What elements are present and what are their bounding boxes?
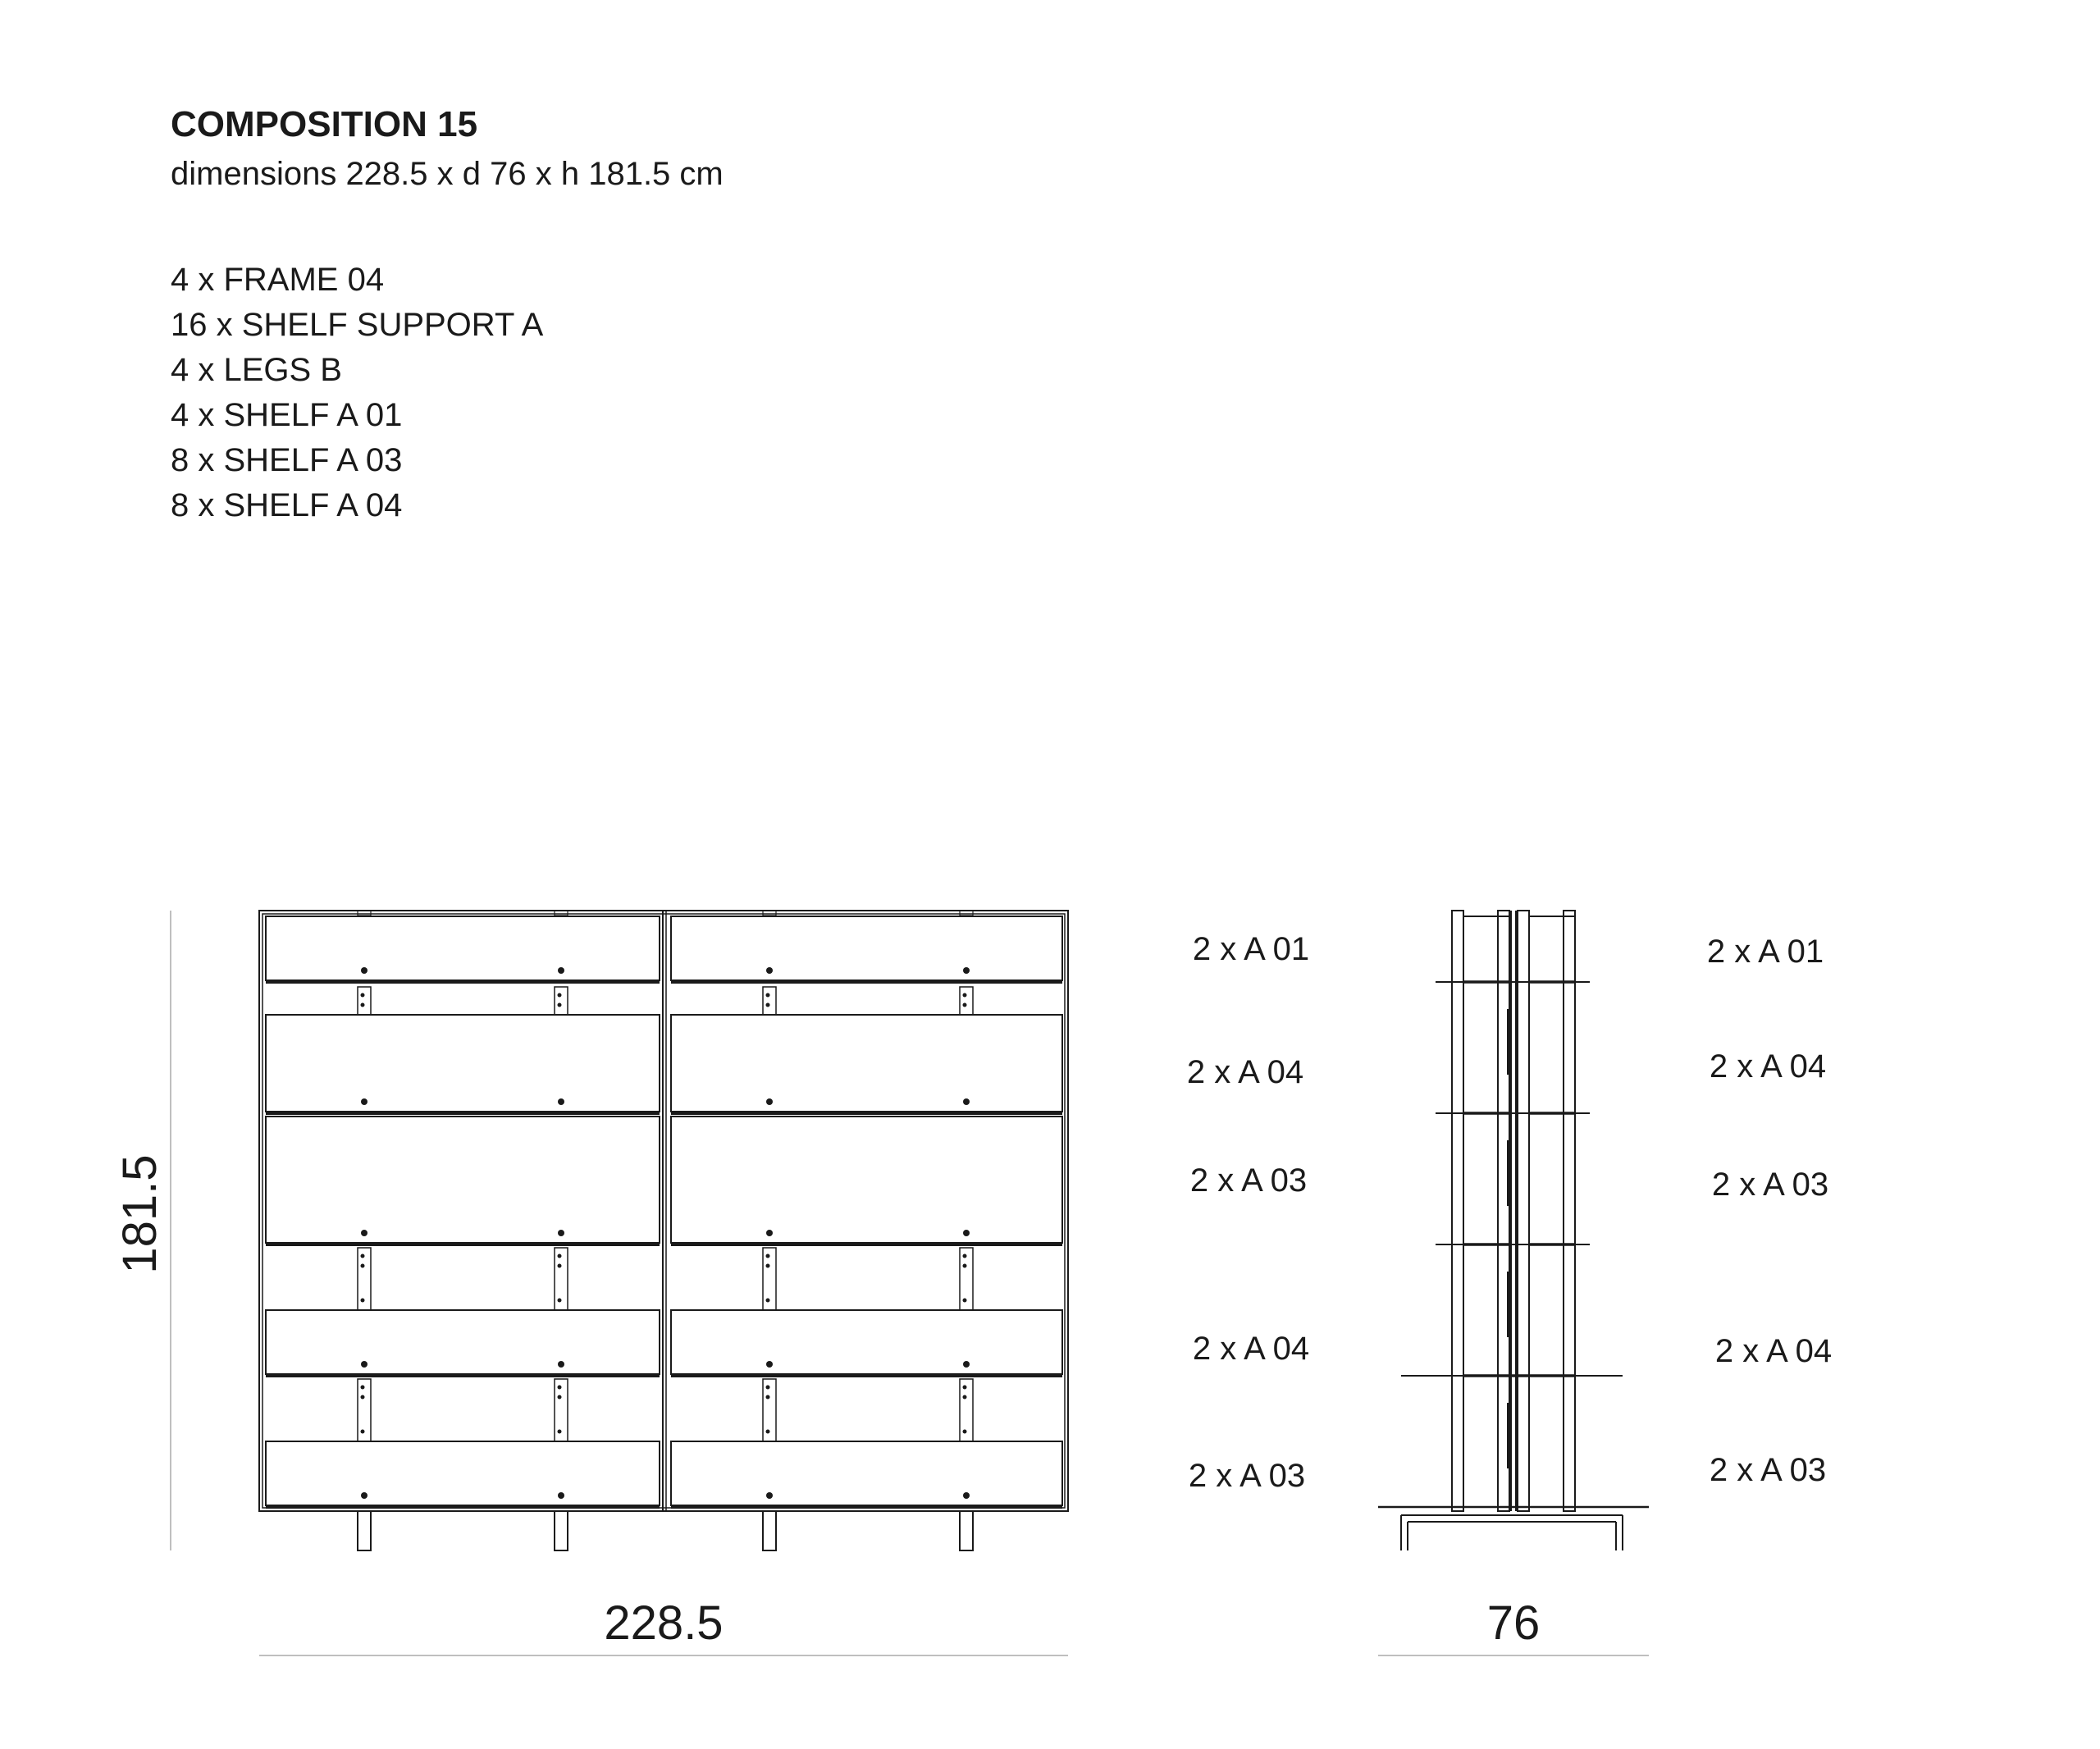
shelf-peg-dot bbox=[963, 967, 970, 974]
support-hole bbox=[963, 1264, 967, 1268]
side-bay-top bbox=[1529, 916, 1575, 982]
shelf-panel bbox=[266, 1117, 660, 1243]
support-hole bbox=[766, 1254, 770, 1258]
support-hole bbox=[766, 1299, 770, 1303]
support-hole bbox=[361, 1299, 365, 1303]
leg bbox=[960, 1511, 973, 1550]
support-hole bbox=[558, 1299, 562, 1303]
shelf-panel bbox=[671, 1441, 1062, 1505]
shelf-peg-dot bbox=[558, 967, 564, 974]
shelf-panel bbox=[266, 1441, 660, 1505]
front-shelf-label: 2 x A 03 bbox=[1188, 1458, 1306, 1494]
front-shelf-label: 2 x A 04 bbox=[1186, 1054, 1304, 1090]
shelf-peg-dot bbox=[963, 1230, 970, 1236]
side-shelf-label: 2 x A 01 bbox=[1706, 934, 1824, 970]
side-upright bbox=[1518, 911, 1529, 1511]
side-shelf-label: 2 x A 03 bbox=[1709, 1452, 1827, 1488]
support-hole bbox=[963, 993, 967, 998]
support-hole bbox=[361, 1395, 365, 1400]
support-hole bbox=[766, 1003, 770, 1007]
shelf-peg-dot bbox=[963, 1492, 970, 1499]
depth-dimension-label: 76 bbox=[1486, 1596, 1541, 1650]
side-view-drawing bbox=[1378, 911, 1649, 1550]
support-hole bbox=[766, 1395, 770, 1400]
parts-list-item: 4 x LEGS B bbox=[171, 352, 342, 388]
support-hole bbox=[558, 1386, 562, 1390]
parts-list-item: 8 x SHELF A 03 bbox=[171, 442, 403, 478]
side-bay-top bbox=[1463, 916, 1509, 982]
shelf-peg-dot bbox=[361, 1230, 368, 1236]
shelf-peg-dot bbox=[361, 1361, 368, 1368]
width-dimension-label: 228.5 bbox=[604, 1596, 724, 1650]
parts-list-item: 16 x SHELF SUPPORT A bbox=[171, 307, 544, 343]
front-shelf-label: 2 x A 03 bbox=[1189, 1162, 1308, 1199]
shelf-panel bbox=[671, 916, 1062, 980]
front-view-drawing bbox=[259, 911, 1068, 1550]
support-hole bbox=[361, 1254, 365, 1258]
shelf-panel bbox=[266, 1015, 660, 1112]
support-hole bbox=[558, 1395, 562, 1400]
shelf-peg-dot bbox=[766, 1361, 773, 1368]
support-hole bbox=[361, 1264, 365, 1268]
shelf-support bbox=[358, 987, 371, 1015]
support-hole bbox=[361, 1386, 365, 1390]
shelf-peg-dot bbox=[766, 1098, 773, 1105]
shelf-panel bbox=[671, 1310, 1062, 1374]
support-hole bbox=[963, 1395, 967, 1400]
support-hole bbox=[766, 1430, 770, 1434]
support-hole bbox=[558, 993, 562, 998]
support-hole bbox=[963, 1386, 967, 1390]
support-hole bbox=[766, 1264, 770, 1268]
shelf-peg-dot bbox=[558, 1098, 564, 1105]
support-hole bbox=[361, 1003, 365, 1007]
shelf-peg-dot bbox=[963, 1361, 970, 1368]
front-shelf-label: 2 x A 01 bbox=[1192, 931, 1310, 967]
side-shelf-label: 2 x A 04 bbox=[1714, 1333, 1833, 1369]
leg bbox=[555, 1511, 568, 1550]
shelf-peg-dot bbox=[558, 1230, 564, 1236]
shelf-support bbox=[555, 987, 568, 1015]
leg bbox=[763, 1511, 776, 1550]
support-hole bbox=[963, 1299, 967, 1303]
shelf-support bbox=[960, 987, 973, 1015]
support-hole bbox=[963, 1254, 967, 1258]
support-hole bbox=[558, 1430, 562, 1434]
height-dimension-label: 181.5 bbox=[113, 1154, 167, 1274]
shelf-panel bbox=[671, 1015, 1062, 1112]
side-shelf-label: 2 x A 04 bbox=[1709, 1048, 1827, 1085]
parts-list-item: 4 x FRAME 04 bbox=[171, 262, 385, 298]
support-hole bbox=[963, 1003, 967, 1007]
side-upright bbox=[1564, 911, 1575, 1511]
dimensions-text: dimensions 228.5 x d 76 x h 181.5 cm bbox=[171, 156, 724, 192]
support-hole bbox=[963, 1430, 967, 1434]
side-upright bbox=[1452, 911, 1463, 1511]
shelf-peg-dot bbox=[766, 1230, 773, 1236]
support-hole bbox=[558, 1254, 562, 1258]
shelf-peg-dot bbox=[963, 1098, 970, 1105]
side-shelf-label: 2 x A 03 bbox=[1711, 1167, 1829, 1203]
support-hole bbox=[558, 1003, 562, 1007]
shelf-panel bbox=[266, 1310, 660, 1374]
composition-title: COMPOSITION 15 bbox=[171, 104, 478, 144]
support-hole bbox=[361, 993, 365, 998]
shelf-peg-dot bbox=[766, 1492, 773, 1499]
shelf-peg-dot bbox=[361, 1492, 368, 1499]
shelf-peg-dot bbox=[558, 1492, 564, 1499]
parts-list-item: 4 x SHELF A 01 bbox=[171, 397, 403, 433]
shelf-peg-dot bbox=[766, 967, 773, 974]
support-hole bbox=[766, 1386, 770, 1390]
shelf-support bbox=[763, 987, 776, 1015]
front-shelf-label: 2 x A 04 bbox=[1192, 1331, 1310, 1367]
shelf-peg-dot bbox=[361, 967, 368, 974]
support-hole bbox=[766, 993, 770, 998]
shelf-panel bbox=[671, 1117, 1062, 1243]
shelf-panel bbox=[266, 916, 660, 980]
shelf-peg-dot bbox=[361, 1098, 368, 1105]
parts-list-item: 8 x SHELF A 04 bbox=[171, 487, 403, 523]
support-hole bbox=[558, 1264, 562, 1268]
shelf-peg-dot bbox=[558, 1361, 564, 1368]
support-hole bbox=[361, 1430, 365, 1434]
leg bbox=[358, 1511, 371, 1550]
